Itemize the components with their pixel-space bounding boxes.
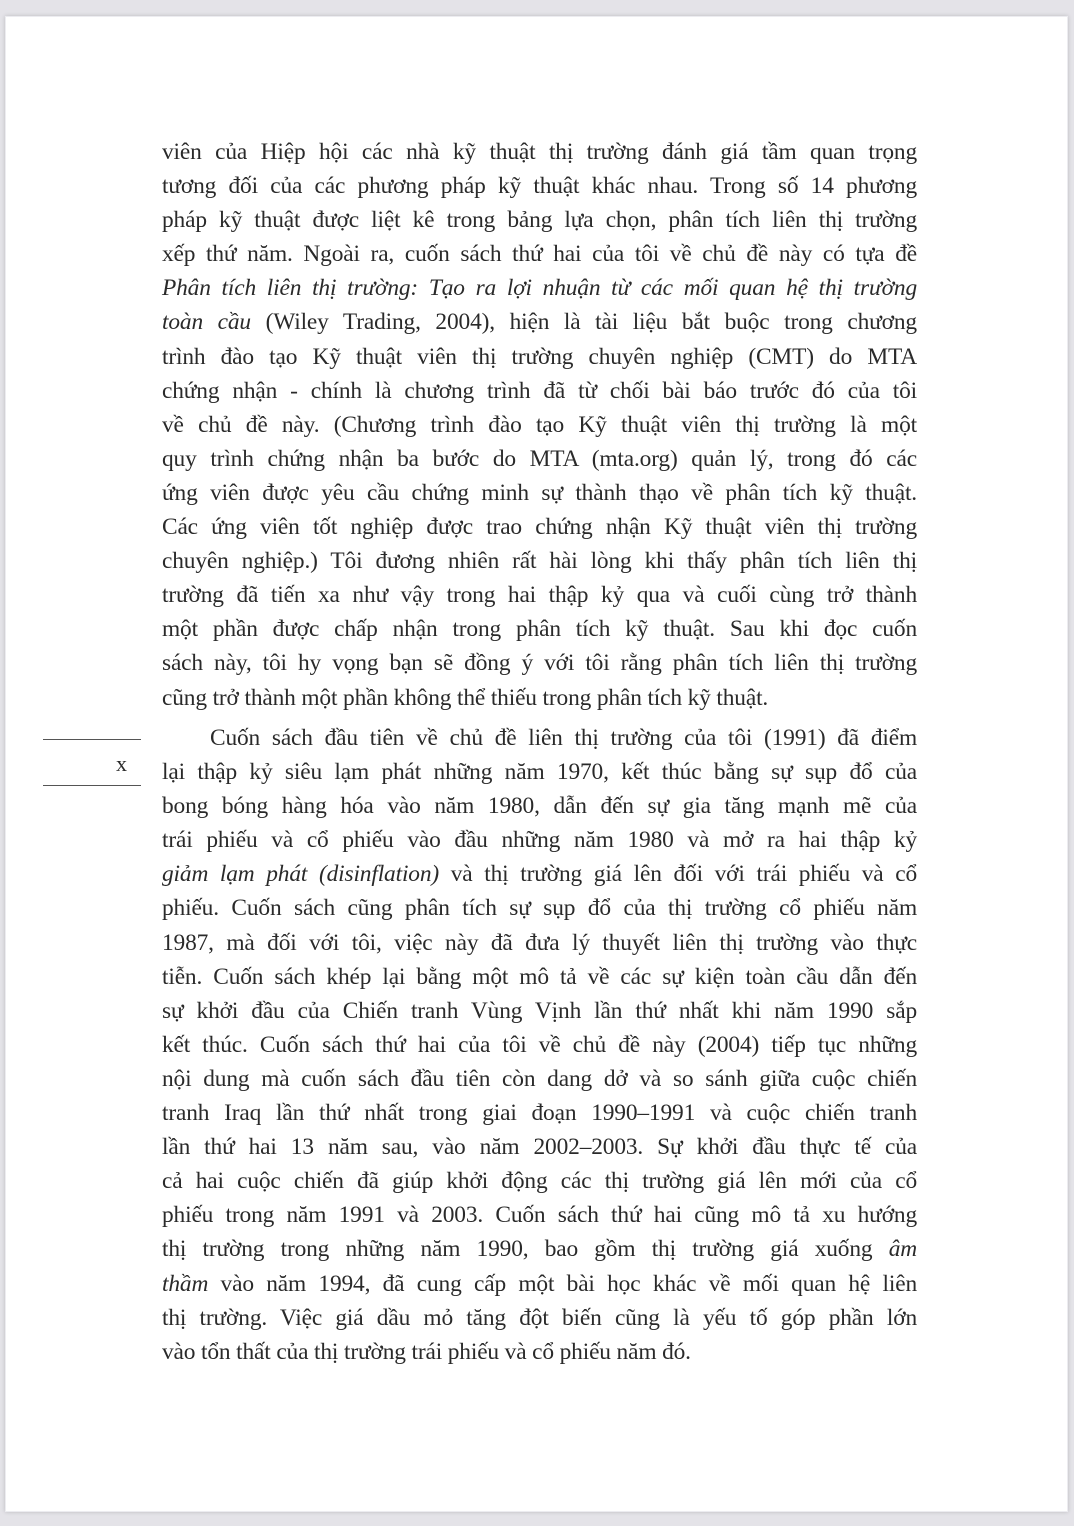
text-run: vào tổn thất của thị trường trái phiếu và cổ phiếu năm đó. — [162, 1338, 691, 1365]
text-line — [162, 891, 917, 925]
text-run: Các ứng viên tốt nghiệp được trao chứng nhận Kỹ thuật viên thị trường — [162, 514, 917, 541]
text-run: ứng viên được yêu cầu chứng minh sự thành thạo về phân tích kỹ thuật. — [162, 479, 917, 506]
text-run: cả hai cuộc chiến đã giúp khởi động các thị trường giá lên mới của cổ — [162, 1168, 917, 1195]
text-line — [162, 823, 917, 857]
text-line — [162, 408, 917, 442]
text-run: trái phiếu và cổ phiếu vào đầu những năm 1980 và mở ra hai thập kỷ — [162, 827, 917, 854]
italic-run: giảm lạm phát (disinflation) — [162, 861, 440, 888]
text-line — [162, 442, 917, 476]
text-run: nội dung mà cuốn sách đầu tiên còn dang dở và so sánh giữa cuộc chiến — [162, 1065, 917, 1092]
text-run: Cuốn sách đầu tiên về chủ đề liên thị trường của tôi (1991) đã điểm — [210, 725, 917, 751]
text-line — [162, 510, 917, 544]
text-line — [162, 169, 917, 203]
text-run: kết thúc. Cuốn sách thứ hai của tôi về chủ đề này (2004) tiếp tục những — [162, 1031, 917, 1058]
text-line — [162, 1198, 917, 1232]
text-line — [162, 755, 917, 789]
text-line — [162, 271, 917, 305]
text-line — [162, 374, 917, 408]
italic-run: thầm — [162, 1270, 209, 1297]
text-run: trường đã tiến xa như vậy trong hai thập kỷ qua và cuối cùng trở thành — [162, 582, 917, 609]
text-line — [162, 1028, 917, 1062]
text-run: viên của Hiệp hội các nhà kỹ thuật thị trường đánh giá tầm quan trọng — [162, 139, 917, 165]
text-line — [162, 305, 917, 339]
text-line — [162, 203, 917, 237]
text-run: trình đào tạo Kỹ thuật viên thị trường chuyên nghiệp (CMT) do MTA — [162, 343, 917, 370]
text-run: tranh Iraq lần thứ nhất trong giai đoạn 1990–1991 và cuộc chiến tranh — [162, 1100, 917, 1127]
text-run: và thị trường giá lên đối với trái phiếu và cổ — [439, 861, 917, 888]
text-run: tiễn. Cuốn sách khép lại bằng một mô tả về các sự kiện toàn cầu dẫn đến — [162, 963, 917, 990]
text-line — [162, 340, 917, 374]
text-line — [162, 578, 917, 612]
text-run: 1987, mà đối với tôi, việc này đã đưa lý thuyết liên thị trường vào thực — [162, 929, 917, 956]
text-line — [162, 1096, 917, 1130]
text-run: cũng trở thành một phần không thể thiếu trong phân tích kỹ thuật. — [162, 684, 769, 711]
text-line — [162, 135, 917, 169]
italic-run: Phân tích liên thị trường: Tạo ra lợi nhuận từ các mối quan hệ thị trường — [162, 275, 917, 302]
paragraph-1 — [162, 135, 917, 715]
text-line — [162, 1062, 917, 1096]
text-run: tương đối của các phương pháp kỹ thuật khác nhau. Trong số 14 phương — [162, 173, 917, 200]
text-run: phiếu trong năm 1991 và 2003. Cuốn sách thứ hai cũng mô tả xu hướng — [162, 1202, 917, 1229]
text-run: sách này, tôi hy vọng bạn sẽ đồng ý với tôi rằng phân tích liên thị trường — [162, 650, 917, 677]
text-line — [162, 681, 917, 715]
text-run: chứng nhận - chính là chương trình đã từ chối bài báo trước đó của tôi — [162, 377, 917, 404]
text-run: chuyên nghiệp.) Tôi đương nhiên rất hài lòng khi thấy phân tích liên thị — [162, 548, 917, 575]
text-run: về chủ đề này. (Chương trình đào tạo Kỹ thuật viên thị trường là một — [162, 411, 917, 438]
folio-rule-bottom — [43, 785, 141, 786]
text-run: quy trình chứng nhận ba bước do MTA (mta.org) quản lý, trong đó các — [162, 445, 917, 472]
italic-run: toàn cầu — [162, 309, 251, 336]
text-line — [162, 1130, 917, 1164]
folio-rule-top — [43, 739, 141, 740]
text-line — [162, 789, 917, 823]
text-run: vào năm 1994, đã cung cấp một bài học khác về mối quan hệ liên — [208, 1270, 917, 1297]
text-line — [162, 994, 917, 1028]
page-number: x — [116, 751, 127, 776]
italic-run: âm — [888, 1236, 917, 1263]
text-line — [162, 544, 917, 578]
text-line — [162, 721, 917, 755]
text-line — [162, 1267, 917, 1301]
text-run: (Wiley Trading, 2004), hiện là tài liệu bắt buộc trong chương — [250, 309, 917, 336]
text-line — [162, 237, 917, 271]
text-line — [162, 926, 917, 960]
text-run: thị trường. Việc giá dầu mỏ tăng đột biến cũng là yếu tố góp phần lớn — [162, 1304, 917, 1331]
text-run: thị trường trong những năm 1990, bao gồm thị trường giá xuống — [162, 1236, 889, 1263]
paragraph-2 — [162, 721, 917, 1369]
text-line — [162, 476, 917, 510]
text-run: phiếu. Cuốn sách cũng phân tích sự sụp đổ của thị trường cổ phiếu năm — [162, 895, 917, 922]
text-line — [162, 960, 917, 994]
text-line — [162, 646, 917, 680]
text-run: bong bóng hàng hóa vào năm 1980, dẫn đến sự gia tăng mạnh mẽ của — [162, 793, 917, 820]
text-run: một phần được chấp nhận trong phân tích kỹ thuật. Sau khi đọc cuốn — [162, 616, 917, 643]
text-line — [162, 857, 917, 891]
text-line — [162, 1301, 917, 1335]
text-line — [162, 612, 917, 646]
text-run: lại thập kỷ siêu lạm phát những năm 1970, kết thúc bằng sự sụp đổ của — [162, 759, 917, 786]
book-page — [5, 16, 1068, 1512]
text-line — [162, 1335, 917, 1369]
text-line — [162, 1232, 917, 1266]
text-line — [162, 1164, 917, 1198]
text-run: sự khởi đầu của Chiến tranh Vùng Vịnh lần thứ nhất khi năm 1990 sắp — [162, 997, 917, 1024]
text-run: lần thứ hai 13 năm sau, vào năm 2002–2003. Sự khởi đầu thực tế của — [162, 1134, 917, 1161]
text-run: xếp thứ năm. Ngoài ra, cuốn sách thứ hai của tôi về chủ đề này có tựa đề — [162, 241, 917, 268]
text-run: pháp kỹ thuật được liệt kê trong bảng lựa chọn, phân tích liên thị trường — [162, 207, 917, 234]
